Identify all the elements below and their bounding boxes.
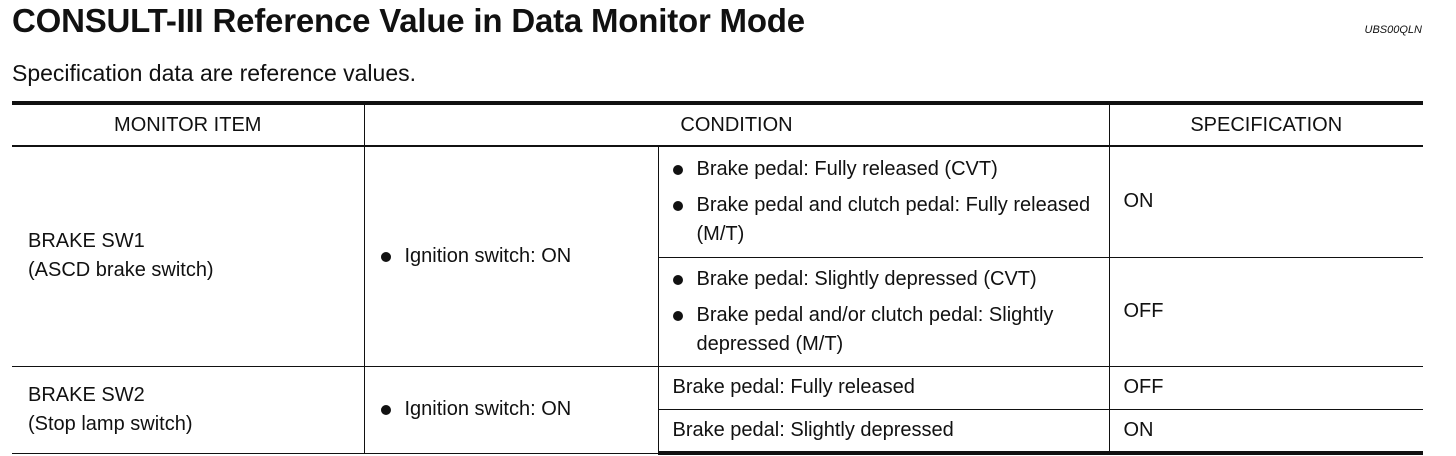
specification-cell: ON [1109,146,1423,257]
bullet-icon [673,201,683,211]
bullet-icon [381,405,391,415]
condition-text: Brake pedal and/or clutch pedal: Slightly depressed (M/T) [696,303,1054,355]
reference-value-table [12,101,1423,455]
specification-cell: OFF [1109,257,1423,366]
monitor-item-cell [12,146,364,366]
table-row [12,146,1423,257]
condition-text: Brake pedal: Fully released (CVT) [696,157,998,180]
bullet-icon [381,252,391,262]
monitor-item-description: (ASCD brake switch) [28,259,214,282]
column-header-monitor-item: MONITOR ITEM [12,103,364,146]
page-subtitle: Specification data are reference values. [12,60,417,86]
condition-bullet [673,155,1099,184]
column-header-specification: SPECIFICATION [1109,103,1423,146]
document-code: UBS00QLN [1364,24,1422,36]
bullet-icon [673,165,683,175]
condition-cell [658,146,1109,257]
condition-text: Brake pedal: Slightly depressed (CVT) [696,267,1037,290]
general-condition-cell [364,366,658,453]
condition-bullet [381,395,658,424]
condition-bullet [673,265,1099,294]
general-condition-text: Ignition switch: ON [404,398,572,420]
monitor-item-cell [12,366,364,453]
bullet-icon [673,275,683,285]
column-header-condition: CONDITION [364,103,1109,146]
monitor-item-name: BRAKE SW2 [28,383,145,406]
condition-bullet [673,301,1099,359]
table-header-row [12,103,1423,146]
monitor-item-name: BRAKE SW1 [28,230,145,253]
specification-cell: ON [1109,409,1423,453]
general-condition-cell [364,146,658,366]
condition-bullet [673,191,1099,249]
specification-cell: OFF [1109,366,1423,409]
monitor-item-description: (Stop lamp switch) [28,412,193,435]
condition-bullet [381,242,658,271]
page-title: CONSULT-III Reference Value in Data Monitor Mode [12,2,805,39]
general-condition-text: Ignition switch: ON [404,244,572,267]
condition-cell: Brake pedal: Slightly depressed [658,409,1109,453]
condition-cell: Brake pedal: Fully released [658,366,1109,409]
bullet-icon [673,311,683,321]
condition-cell [658,257,1109,366]
table-row [12,366,1423,409]
condition-text: Brake pedal and clutch pedal: Fully released (M/T) [696,193,1091,245]
